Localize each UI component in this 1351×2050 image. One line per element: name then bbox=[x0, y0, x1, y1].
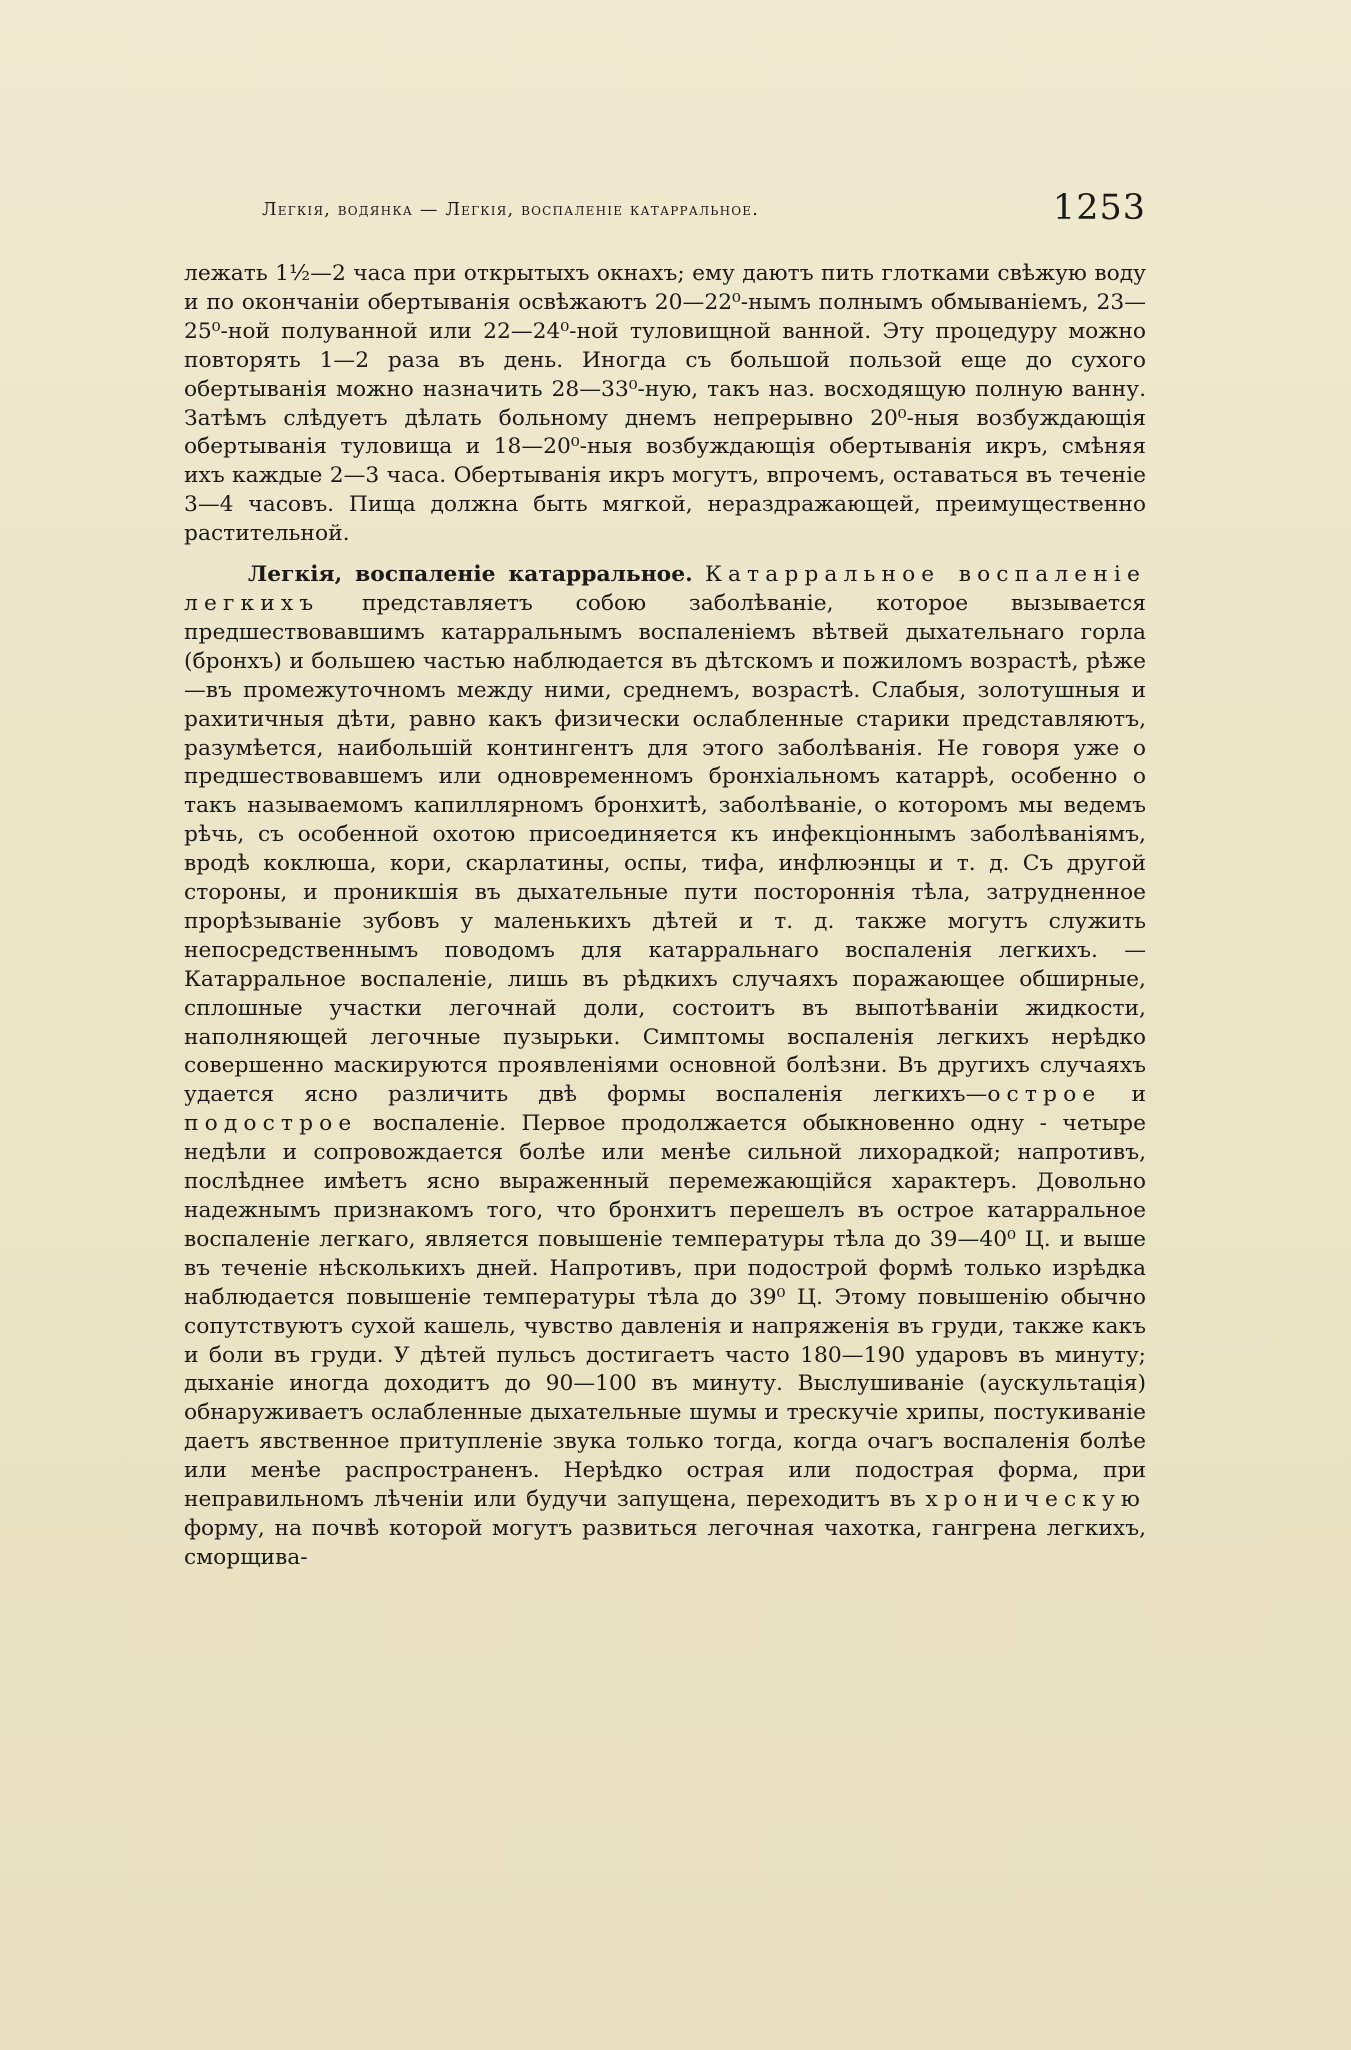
spaced-term: острое bbox=[987, 1082, 1102, 1108]
body-text: и bbox=[1131, 1082, 1146, 1108]
page-number: 1253 bbox=[1052, 188, 1146, 228]
spaced-term: подострое bbox=[184, 1111, 358, 1137]
spaced-term: Катарральное воспаленіе легкихъ bbox=[184, 562, 1147, 616]
article-heading: Легкія, воспаленіе катарральное. bbox=[248, 562, 693, 588]
paragraph-continuation: лежать 1½—2 часа при открытыхъ окнахъ; ему даютъ пить глотками свѣжую воду и по окончаніи обертыванія освѣжаютъ 20—22⁰-нымъ полнымъ обмываніемъ, 23—25⁰-ной полуванной или 22—24⁰-ной туловищной ванной. Эту процедуру можно повторять 1—2 раза въ день. Иногда съ большой пользой еще до сухого обертыванія можно назначить 28—33⁰-ную, такъ наз. восходящую полную ванну. Затѣмъ слѣдуетъ дѣлать больному днемъ непрерывно 20⁰-ныя возбуждающія обертыванія туловища и 18—20⁰-ныя возбуждающія обертыванія икръ, смѣняя ихъ каждые 2—3 часа. Обертыванія икръ могутъ, впрочемъ, оставаться въ теченіе 3—4 часовъ. Пища должна быть мягкой, нераздражающей, преимущественно растительной. bbox=[184, 261, 1146, 547]
running-head bbox=[262, 188, 1146, 238]
body-text: форму, на почвѣ которой могутъ развиться легочная чахотка, гангрена легкихъ, сморщива- bbox=[184, 1515, 1146, 1570]
paragraph-article bbox=[184, 561, 1146, 1573]
running-title: Легкія, водянка — Легкія, воспаленіе катарральное. bbox=[262, 200, 759, 220]
main-text bbox=[184, 260, 1146, 1573]
body-text: воспаленіе. Первое продолжается обыкновенно одну - четыре недѣли и сопровождается болѣе или менѣе сильной лихорадкой; напротивъ, послѣднее имѣетъ ясно выраженный перемежающійся характеръ. Довольно надежнымъ признакомъ того, что бронхитъ перешелъ въ острое катарральное воспаленіе легкаго, является повышеніе температуры тѣла до 39—40⁰ Ц. и выше въ теченіе нѣсколькихъ дней. Напротивъ, при подострой формѣ только изрѣдка наблюдается повышеніе температуры тѣла до 39⁰ Ц. Этому повышенію обычно сопутствуютъ сухой кашель, чувство давленія и напряженія въ груди, также какъ и боли въ груди. У дѣтей пульсъ достигаетъ часто 180—190 ударовъ въ минуту; дыханіе иногда доходитъ до 90—100 въ минуту. Выслушиваніе (аускультація) обнаруживаетъ ослабленные дыхательные шумы и трескучіе хрипы, постукиваніе даетъ явственное притупленіе звука только тогда, когда очагъ воспаленія болѣе или менѣе распространенъ. Нерѣдко острая или подострая форма, при неправильномъ лѣченіи или будучи запущена, переходитъ въ bbox=[184, 1111, 1146, 1513]
spaced-term: хроническую bbox=[925, 1487, 1146, 1513]
body-text: представляетъ собою заболѣваніе, которое вызывается предшествовавшимъ катарральнымъ воспаленіемъ вѣтвей дыхательнаго горла (бронхъ) и большею частью наблюдается въ дѣтскомъ и пожиломъ возрастѣ, рѣже—въ промежуточномъ между ними, среднемъ, возрастѣ. Слабыя, золотушныя и рахитичныя дѣти, равно какъ физически ослабленные старики представляютъ, разумѣется, наибольшій контингентъ для этого заболѣванія. Не говоря уже о предшествовавшемъ или одновременномъ бронхіальномъ катаррѣ, особенно о такъ называемомъ капиллярномъ бронхитѣ, заболѣваніе, о которомъ мы ведемъ рѣчь, съ особенной охотою присоединяется къ инфекціоннымъ заболѣваніямъ, вродѣ коклюша, кори, скарлатины, оспы, тифа, инфлюэнцы и т. д. Съ другой стороны, и проникшія въ дыхательные пути постороннія тѣла, затрудненное прорѣзываніе зубовъ у маленькихъ дѣтей и т. д. также могутъ служить непосредственнымъ поводомъ для катарральнаго воспаленія легкихъ. — Катарральное воспаленіе, лишь въ рѣдкихъ случаяхъ поражающее обширные, сплошные участки легочнай доли, состоитъ въ выпотѣваніи жидкости, наполняющей легочные пузырьки. Симптомы воспаленія легкихъ нерѣдко совершенно маскируются проявленіями основной болѣзни. Въ другихъ случаяхъ удается ясно различить двѣ формы воспаленія легкихъ— bbox=[184, 590, 1146, 1108]
